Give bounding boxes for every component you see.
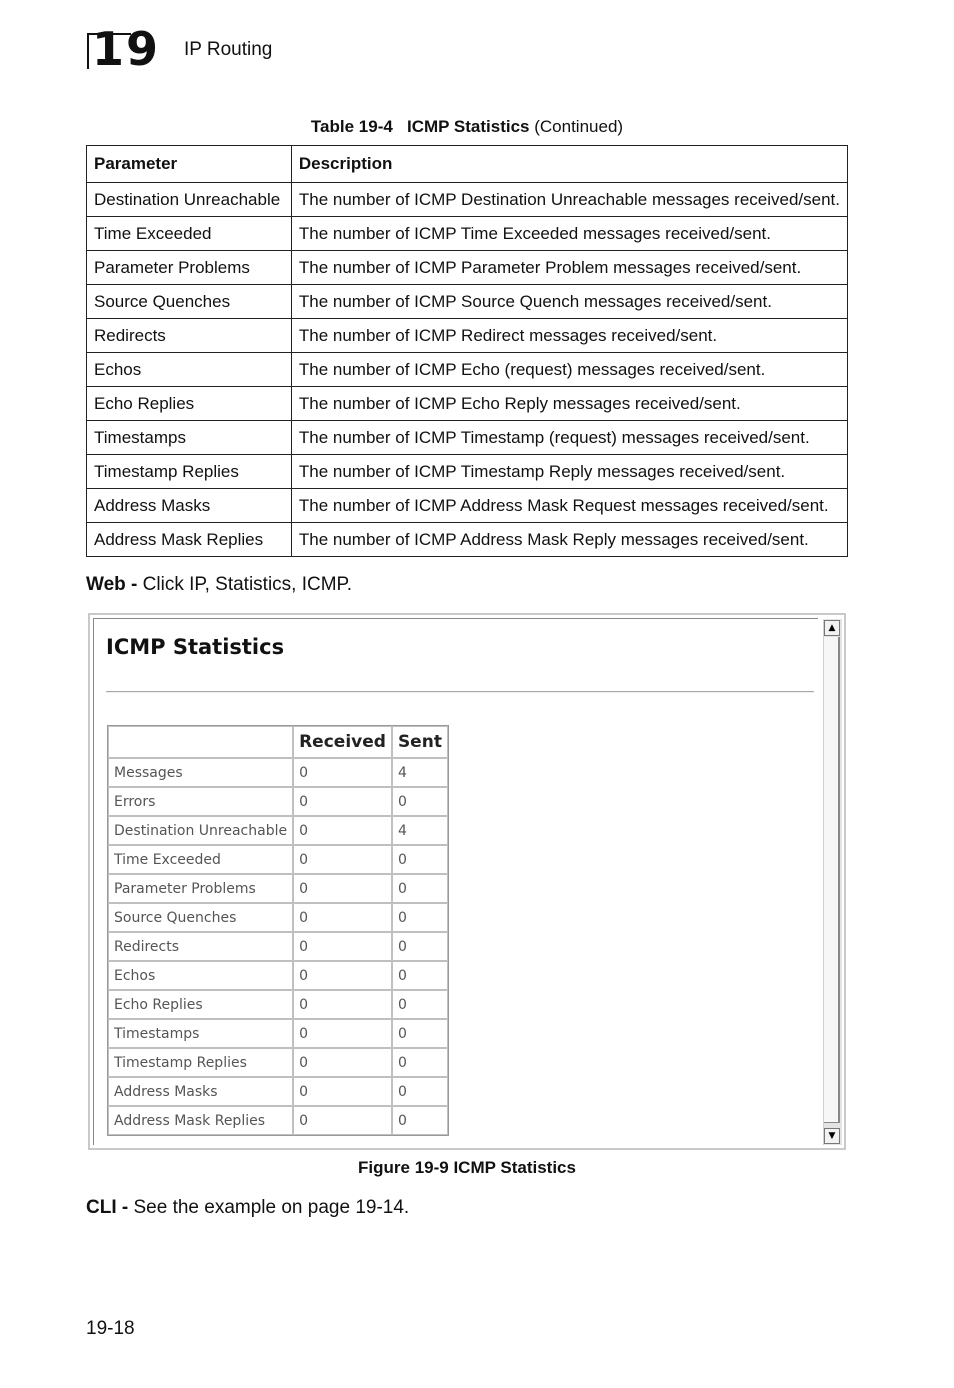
stats-sent-value: 4 — [392, 758, 448, 787]
stats-row — [108, 932, 448, 961]
parameter-cell: Redirects — [87, 319, 292, 353]
stats-received-value: 0 — [293, 758, 392, 787]
stats-sent-value: 0 — [392, 903, 448, 932]
stats-received-value: 0 — [293, 903, 392, 932]
description-cell: The number of ICMP Source Quench messages received/sent. — [291, 285, 847, 319]
stats-row — [108, 874, 448, 903]
table-header-row — [87, 146, 848, 183]
parameter-cell: Timestamps — [87, 421, 292, 455]
stats-label: Errors — [108, 787, 293, 816]
stats-received-value: 0 — [293, 932, 392, 961]
stats-sent-value: 0 — [392, 874, 448, 903]
stats-label: Redirects — [108, 932, 293, 961]
stats-sent-value: 0 — [392, 932, 448, 961]
description-cell: The number of ICMP Redirect messages received/sent. — [291, 319, 847, 353]
stats-row — [108, 1048, 448, 1077]
stats-row — [108, 903, 448, 932]
table-caption-title: ICMP Statistics — [406, 117, 530, 136]
description-cell: The number of ICMP Echo Reply messages received/sent. — [291, 387, 847, 421]
stats-label: Address Mask Replies — [108, 1106, 293, 1135]
description-cell: The number of ICMP Timestamp (request) messages received/sent. — [291, 421, 847, 455]
stats-sent-value: 0 — [392, 1048, 448, 1077]
stats-received-value: 0 — [293, 787, 392, 816]
stats-sent-value: 0 — [392, 787, 448, 816]
screenshot-divider — [106, 691, 814, 693]
chapter-number: 19 — [92, 22, 161, 76]
stats-row — [108, 845, 448, 874]
stats-label: Messages — [108, 758, 293, 787]
description-cell: The number of ICMP Echo (request) messages received/sent. — [291, 353, 847, 387]
web-instruction-prefix: Web - — [86, 574, 138, 595]
stats-sent-value: 4 — [392, 816, 448, 845]
parameter-cell: Source Quenches — [87, 285, 292, 319]
table-row — [87, 251, 848, 285]
table-row — [87, 217, 848, 251]
table-caption — [86, 117, 848, 137]
stats-label: Address Masks — [108, 1077, 293, 1106]
description-cell: The number of ICMP Parameter Problem messages received/sent. — [291, 251, 847, 285]
stats-row — [108, 787, 448, 816]
table-row — [87, 183, 848, 217]
scroll-up-icon[interactable]: ▲ — [824, 620, 840, 636]
description-cell: The number of ICMP Time Exceeded messages received/sent. — [291, 217, 847, 251]
stats-row — [108, 990, 448, 1019]
cli-instruction-text: See the example on page 19-14. — [128, 1197, 410, 1218]
stats-label: Echo Replies — [108, 990, 293, 1019]
stats-header-sent: Sent — [392, 726, 448, 758]
stats-label: Echos — [108, 961, 293, 990]
table-row — [87, 353, 848, 387]
vertical-scrollbar[interactable] — [823, 619, 842, 1145]
column-header-description: Description — [291, 146, 847, 183]
stats-label: Source Quenches — [108, 903, 293, 932]
parameter-cell: Destination Unreachable — [87, 183, 292, 217]
parameter-cell: Parameter Problems — [87, 251, 292, 285]
description-cell: The number of ICMP Destination Unreachable messages received/sent. — [291, 183, 847, 217]
stats-row — [108, 816, 448, 845]
parameter-cell: Echo Replies — [87, 387, 292, 421]
stats-row — [108, 1077, 448, 1106]
stats-sent-value: 0 — [392, 1077, 448, 1106]
table-row — [87, 455, 848, 489]
icmp-statistics-screenshot — [88, 613, 846, 1150]
stats-row — [108, 758, 448, 787]
stats-header-row — [108, 726, 448, 758]
stats-label: Timestamp Replies — [108, 1048, 293, 1077]
description-cell: The number of ICMP Timestamp Reply messages received/sent. — [291, 455, 847, 489]
table-caption-suffix: (Continued) — [534, 117, 624, 136]
stats-received-value: 0 — [293, 874, 392, 903]
web-instruction — [86, 574, 352, 596]
stats-header-blank — [108, 726, 293, 758]
stats-label: Parameter Problems — [108, 874, 293, 903]
parameter-cell: Time Exceeded — [87, 217, 292, 251]
web-instruction-text: Click IP, Statistics, ICMP. — [137, 574, 353, 595]
parameter-cell: Address Masks — [87, 489, 292, 523]
table-row — [87, 285, 848, 319]
stats-sent-value: 0 — [392, 990, 448, 1019]
stats-label: Time Exceeded — [108, 845, 293, 874]
stats-sent-value: 0 — [392, 1106, 448, 1135]
parameter-table — [86, 145, 848, 557]
stats-received-value: 0 — [293, 816, 392, 845]
stats-received-value: 0 — [293, 1106, 392, 1135]
stats-sent-value: 0 — [392, 845, 448, 874]
stats-sent-value: 0 — [392, 961, 448, 990]
stats-header-received: Received — [293, 726, 392, 758]
table-row — [87, 489, 848, 523]
table-row — [87, 523, 848, 557]
stats-label: Timestamps — [108, 1019, 293, 1048]
chapter-title: IP Routing — [184, 39, 273, 60]
stats-received-value: 0 — [293, 1077, 392, 1106]
table-row — [87, 319, 848, 353]
page-number: 19-18 — [86, 1318, 135, 1339]
stats-sent-value: 0 — [392, 1019, 448, 1048]
description-cell: The number of ICMP Address Mask Reply messages received/sent. — [291, 523, 847, 557]
parameter-cell: Address Mask Replies — [87, 523, 292, 557]
scrollbar-thumb[interactable] — [824, 637, 840, 1123]
icmp-statistics-table — [107, 725, 449, 1136]
cli-instruction — [86, 1197, 409, 1219]
screenshot-page-title: ICMP Statistics — [106, 635, 285, 659]
cli-instruction-prefix: CLI - — [86, 1197, 129, 1218]
stats-row — [108, 1106, 448, 1135]
description-cell: The number of ICMP Address Mask Request messages received/sent. — [291, 489, 847, 523]
stats-received-value: 0 — [293, 1019, 392, 1048]
stats-label: Destination Unreachable — [108, 816, 293, 845]
parameter-cell: Echos — [87, 353, 292, 387]
table-row — [87, 421, 848, 455]
table-caption-label: Table 19-4 — [310, 117, 393, 136]
scroll-down-icon[interactable]: ▼ — [824, 1128, 840, 1144]
stats-received-value: 0 — [293, 961, 392, 990]
stats-row — [108, 1019, 448, 1048]
figure-caption: Figure 19-9 ICMP Statistics — [358, 1158, 576, 1177]
parameter-cell: Timestamp Replies — [87, 455, 292, 489]
stats-received-value: 0 — [293, 1048, 392, 1077]
table-row — [87, 387, 848, 421]
stats-received-value: 0 — [293, 845, 392, 874]
stats-row — [108, 961, 448, 990]
stats-received-value: 0 — [293, 990, 392, 1019]
column-header-parameter: Parameter — [87, 146, 292, 183]
